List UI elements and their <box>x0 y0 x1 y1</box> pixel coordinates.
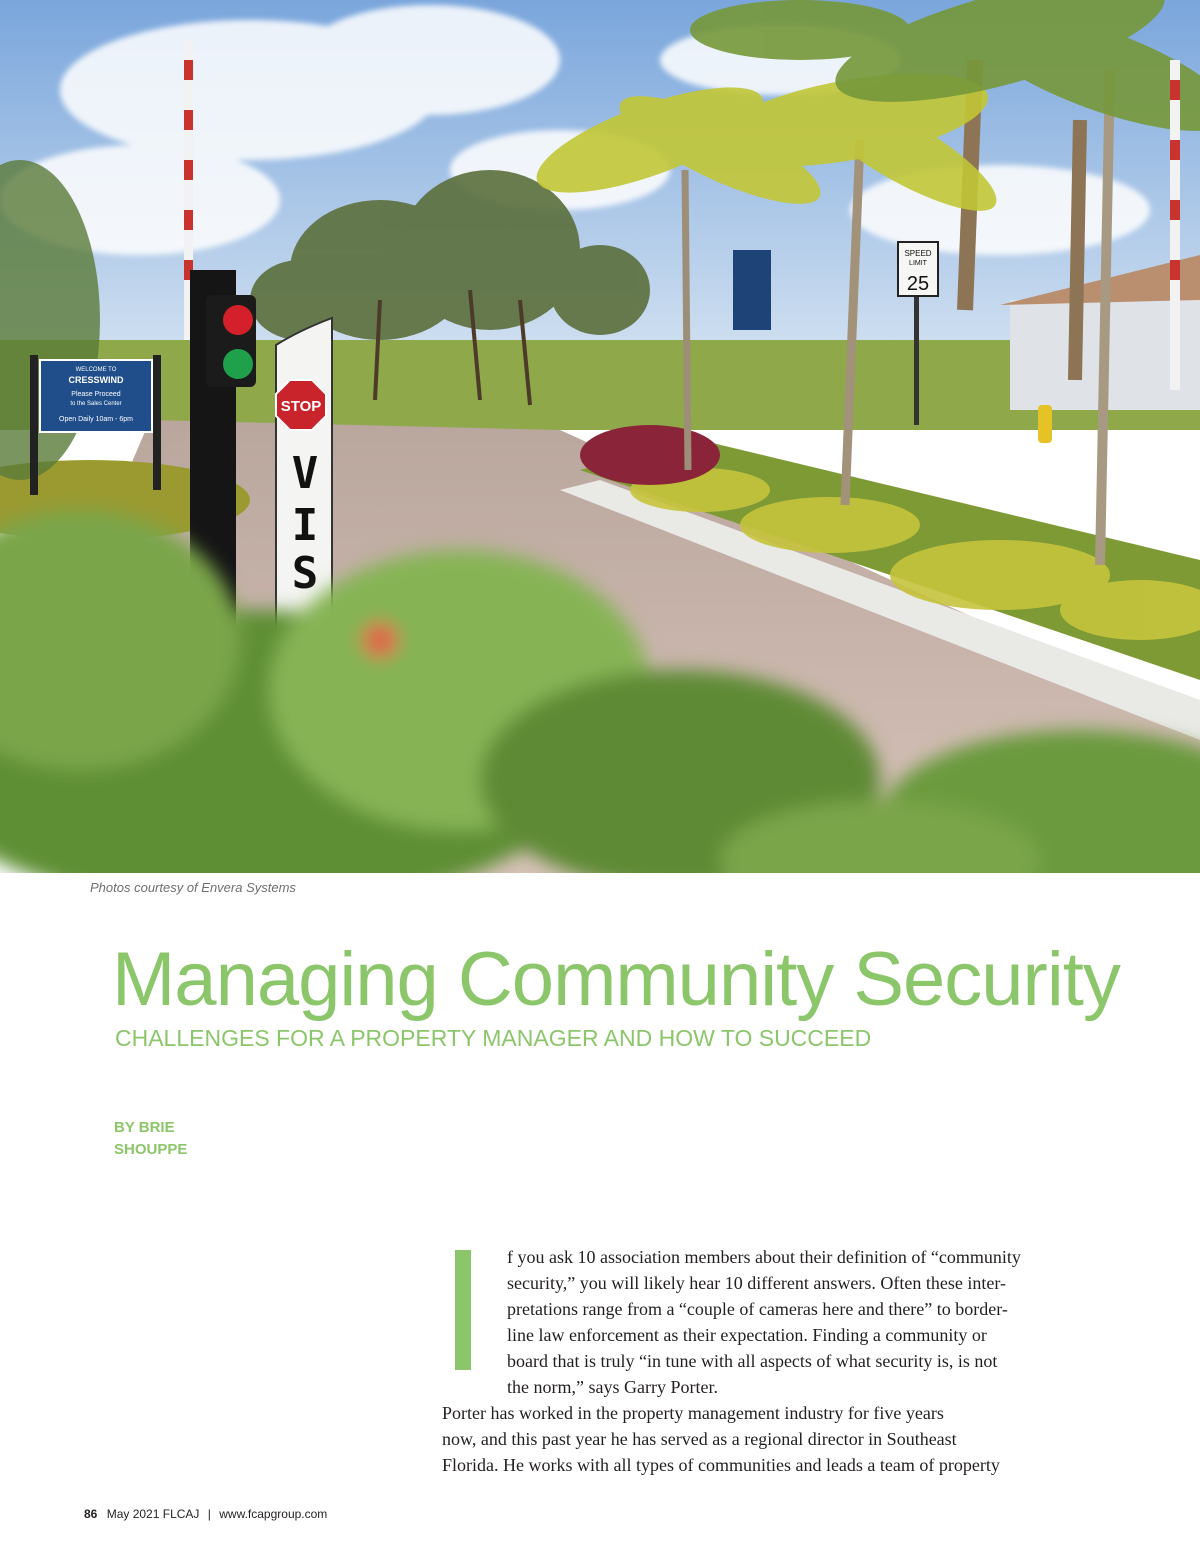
visitor-post-letter: V <box>291 448 319 499</box>
svg-text:STOP: STOP <box>280 398 322 415</box>
svg-text:25: 25 <box>906 273 930 295</box>
svg-text:Please Proceed: Please Proceed <box>71 391 121 398</box>
svg-text:to the Sales Center: to the Sales Center <box>70 401 122 407</box>
byline <box>114 1117 187 1161</box>
barrier-arm-right <box>1170 60 1180 390</box>
footer-separator: | <box>207 1507 211 1521</box>
visitor-lane-post <box>276 318 332 640</box>
svg-text:I: I <box>291 500 319 551</box>
issue-date: May 2021 <box>106 1507 160 1521</box>
page-footer <box>84 1507 327 1521</box>
second-paragraph: Porter has worked in the property management industry for five years now, and this past year he has served as a regional director in Southeast Florida. He works with all types of communities and leads a team of property <box>442 1403 1000 1475</box>
fire-hydrant <box>1038 405 1052 443</box>
lead-paragraph: f you ask 10 association members about their definition of “community security,” you will likely hear 10 different answers. Often these inter- pretations range from a “couple of cameras here and there” to border- line law enforcement as their expectation. Finding a community or board that is truly “in tune with all aspects of what security is, is not the norm,” says Garry Porter. <box>507 1247 1021 1397</box>
byline-line-1: BY BRIE <box>114 1119 175 1136</box>
article-body <box>442 1244 1122 1478</box>
svg-text:CRESSWIND: CRESSWIND <box>68 375 124 385</box>
article-subtitle: CHALLENGES FOR A PROPERTY MANAGER AND HOW TO SUCCEED <box>115 1025 872 1051</box>
red-cordyline <box>580 425 720 485</box>
byline-line-2: SHOUPPE <box>114 1141 188 1158</box>
svg-text:S: S <box>291 548 319 599</box>
svg-text:SPEED: SPEED <box>904 249 932 258</box>
article-title: Managing Community Security <box>112 937 1120 1022</box>
photo-credit: Photos courtesy of Envera Systems <box>90 880 296 895</box>
svg-text:WELCOME TO: WELCOME TO <box>75 367 117 373</box>
page-number: 86 <box>84 1507 98 1521</box>
svg-text:LIMIT: LIMIT <box>909 260 927 267</box>
community-banner-sign <box>733 250 771 330</box>
svg-text:Open Daily 10am - 6pm: Open Daily 10am - 6pm <box>59 416 133 423</box>
publication-name: FLCAJ <box>162 1507 200 1521</box>
publication-url[interactable]: www.fcapgroup.com <box>219 1507 328 1521</box>
